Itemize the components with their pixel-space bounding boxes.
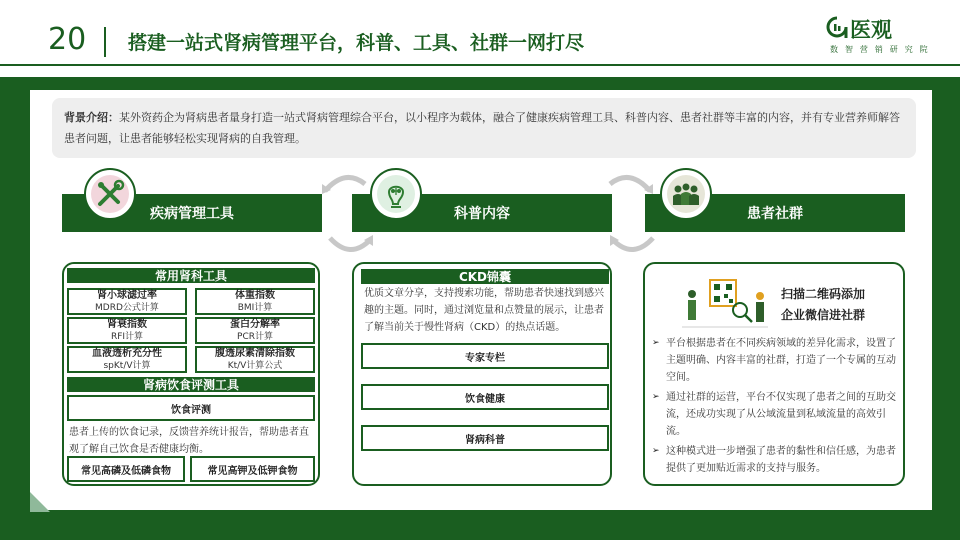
background-intro <box>52 98 916 158</box>
diet-tools-heading: 肾病饮食评测工具 <box>67 377 315 392</box>
category-label: 疾病管理工具 <box>150 206 234 222</box>
potassium-foods-button[interactable]: 常见高钾及低钾食物 <box>190 456 315 482</box>
kidney-science-button[interactable]: 肾病科普 <box>361 425 609 451</box>
science-description: 优质文章分享，支持搜索功能，帮助患者快速找到感兴趣的主题。同时，通过浏览量和点赞量的展示，让患者了解当前关于慢性肾病（CKD）的热点话题。 <box>364 288 604 333</box>
tool-name: 肾小球滤过率 <box>97 289 157 301</box>
tool-bmi[interactable] <box>195 288 315 315</box>
logo-subtitle: 数 智 营 销 研 究 院 <box>830 45 930 54</box>
tool-name: 蛋白分解率 <box>230 318 280 330</box>
logo-mark-icon <box>826 16 848 40</box>
header-bar <box>0 0 960 75</box>
tool-dialysis[interactable] <box>67 346 187 373</box>
category-label: 科普内容 <box>454 206 510 222</box>
tool-sub: Kt/V计算公式 <box>227 360 283 371</box>
tool-name: 腹透尿素清除指数 <box>215 347 295 359</box>
tool-sub: spKt/V计算 <box>103 360 151 371</box>
common-tools-heading: 常用肾科工具 <box>67 268 315 283</box>
bullet-text: 通过社群的运营，平台不仅实现了患者之间的互助交流，还成功实现了从公域流量到私域流量的高效引流。 <box>666 392 896 437</box>
qr-title-line1: 扫描二维码添加 <box>781 287 866 301</box>
tool-pcr[interactable] <box>195 317 315 344</box>
arc-arrow-icon <box>325 230 375 260</box>
diet-description: 患者上传的饮食记录，反馈营养统计报告，帮助患者直观了解自己饮食是否健康均衡。 <box>69 427 309 455</box>
background-label: 背景介绍： <box>64 111 119 124</box>
community-bullet <box>652 443 902 477</box>
arc-arrow-icon <box>608 230 658 260</box>
tool-sub: BMI计算 <box>237 302 273 313</box>
tool-sub: RFI计算 <box>110 331 144 342</box>
group-icon <box>660 168 712 220</box>
bullet-text: 平台根据患者在不同疾病领域的差异化需求，设置了主题明确、内容丰富的社群，打造了一个专属的互动空间。 <box>666 338 896 383</box>
diet-eval-button[interactable]: 饮食评测 <box>67 395 315 421</box>
arc-arrow-icon <box>605 166 655 196</box>
tool-sub: PCR计算 <box>237 331 273 342</box>
bullet-arrow-icon: ➢ <box>652 446 660 456</box>
community-bullet <box>652 389 902 440</box>
bullet-arrow-icon: ➢ <box>652 392 660 402</box>
logo-text: 医观 <box>850 18 892 42</box>
diet-health-button[interactable]: 饮食健康 <box>361 384 609 410</box>
arc-arrow-icon <box>320 166 370 196</box>
brand-logo <box>826 14 936 60</box>
title-underline <box>0 64 960 66</box>
brain-icon <box>370 168 422 220</box>
ckd-heading: CKD锦囊 <box>361 269 609 284</box>
tool-name: 体重指数 <box>235 289 275 301</box>
phosphorus-foods-button[interactable]: 常见高磷及低磷食物 <box>67 456 185 482</box>
qr-scan-illustration-icon <box>680 272 770 332</box>
page-title: 搭建一站式肾病管理平台，科普、工具、社群一网打尽 <box>128 32 585 54</box>
tool-sub: MDRD公式计算 <box>95 302 159 313</box>
tool-gfr[interactable] <box>67 288 187 315</box>
title-separator <box>104 27 106 57</box>
category-label: 患者社群 <box>747 206 803 222</box>
tools-icon <box>84 168 136 220</box>
community-bullet <box>652 335 902 386</box>
tool-name: 血液透析充分性 <box>92 347 162 359</box>
tool-rfi[interactable] <box>67 317 187 344</box>
bullet-arrow-icon: ➢ <box>652 338 660 348</box>
bullet-text: 这种模式进一步增强了患者的黏性和信任感，为患者提供了更加贴近需求的支持与服务。 <box>666 446 896 474</box>
page-number: 20 <box>48 22 87 57</box>
qr-title-line2: 企业微信进社群 <box>781 308 866 322</box>
expert-column-button[interactable]: 专家专栏 <box>361 343 609 369</box>
background-text: 某外资药企为肾病患者量身打造一站式肾病管理综合平台，以小程序为载体，融合了健康疾病管理工具、科普内容、患者社群等丰富的内容，并有专业营养师解答患者问题，让患者能够轻松实现肾病的自我管理。 <box>64 111 900 145</box>
tool-ktv[interactable] <box>195 346 315 373</box>
tool-name: 肾衰指数 <box>107 318 147 330</box>
